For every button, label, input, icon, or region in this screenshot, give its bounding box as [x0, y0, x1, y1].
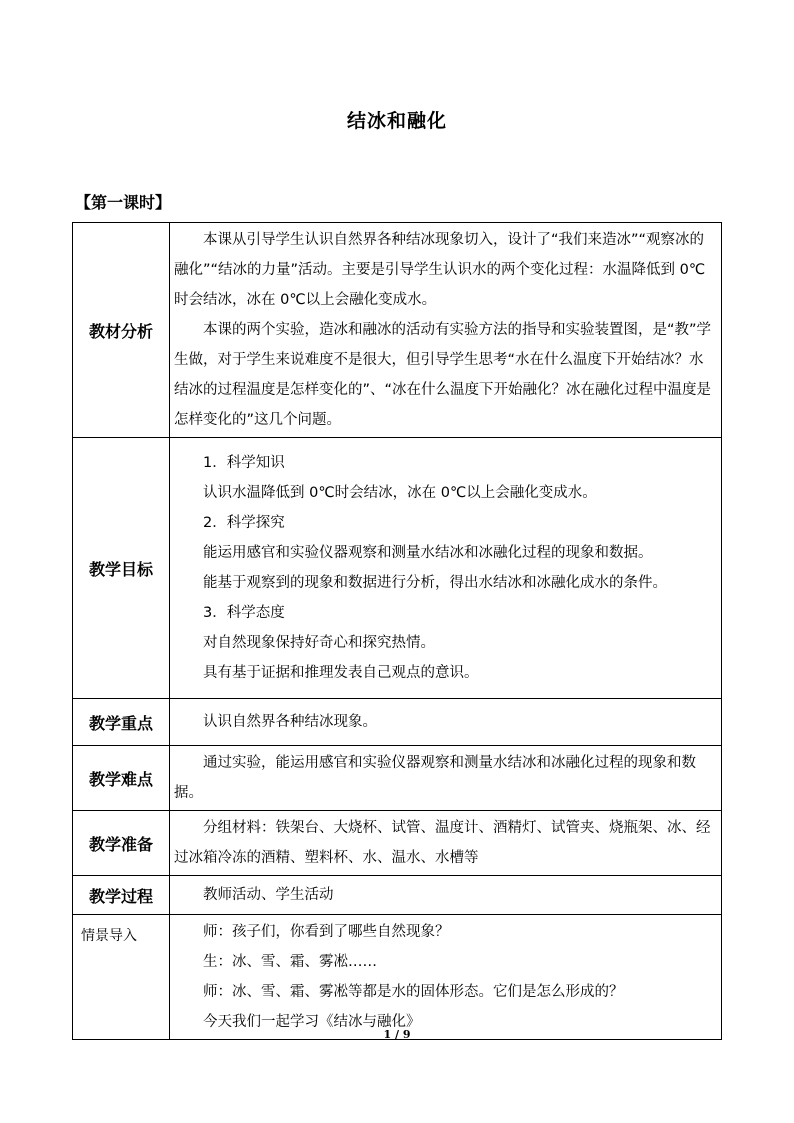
- row-label-analysis: 教材分析: [73, 223, 170, 438]
- analysis-paragraph-1: 本课从引导学生认识自然界各种结冰现象切入，设计了“我们来造冰”“观察冰的融化”“结冰的力量”活动。主要是引导学生认识水的两个变化过程：水温降低到 0℃时会结冰，冰在 0℃以上会融化变成水。: [174, 232, 706, 308]
- goals-heading-knowledge: 1．科学知识: [203, 455, 285, 471]
- row-label-goals: 教学目标: [73, 438, 170, 699]
- difficulty-text: 通过实验，能运用感官和实验仪器观察和测量水结冰和冰融化过程的现象和数据。: [174, 755, 696, 801]
- key-content: [170, 699, 722, 746]
- goals-content: [170, 438, 722, 699]
- difficulty-content: [170, 746, 722, 811]
- table-row-goals: [73, 438, 722, 699]
- table-row-intro: [73, 915, 722, 1040]
- lesson-plan-table: [72, 222, 722, 1040]
- table-row-process: [73, 876, 722, 915]
- process-text: 教师活动、学生活动: [203, 887, 334, 903]
- prep-content: [170, 811, 722, 876]
- section-heading: 【第一课时】: [75, 193, 172, 212]
- page-title: 结冰和融化: [346, 110, 447, 132]
- table-row-prep: [73, 811, 722, 876]
- intro-line-2: 生：冰、雪、霜、雾凇……: [203, 954, 377, 970]
- row-label-key: 教学重点: [73, 699, 170, 746]
- process-content: [170, 876, 722, 915]
- goals-text-5: 具有基于证据和推理发表自己观点的意识。: [203, 665, 479, 681]
- intro-line-1: 师：孩子们，你看到了哪些自然现象？: [203, 924, 450, 940]
- key-text: 认识自然界各种结冰现象。: [203, 714, 377, 730]
- row-label-prep: 教学准备: [73, 811, 170, 876]
- page-number: 1 / 9: [383, 1028, 411, 1041]
- table-row-difficulty: [73, 746, 722, 811]
- prep-text: 分组材料：铁架台、大烧杯、试管、温度计、酒精灯、试管夹、烧瓶架、冰、经过冰箱冷冻的酒精、塑料杯、水、温水、水槽等: [174, 820, 711, 866]
- intro-line-4: 今天我们一起学习《结冰与融化》: [203, 1014, 421, 1030]
- goals-text-1: 认识水温降低到 0℃时会结冰，冰在 0℃以上会融化变成水。: [203, 485, 597, 501]
- row-label-process: 教学过程: [73, 876, 170, 915]
- goals-text-2: 能运用感官和实验仪器观察和测量水结冰和冰融化过程的现象和数据。: [203, 545, 653, 561]
- intro-content: [170, 915, 722, 1040]
- row-label-difficulty: 教学难点: [73, 746, 170, 811]
- goals-heading-attitude: 3．科学态度: [203, 605, 285, 621]
- row-label-intro: 情景导入: [73, 915, 170, 1040]
- table-row-key: [73, 699, 722, 746]
- goals-heading-inquiry: 2．科学探究: [203, 515, 285, 531]
- analysis-content: [170, 223, 722, 438]
- goals-text-4: 对自然现象保持好奇心和探究热情。: [203, 635, 435, 651]
- analysis-paragraph-2: 本课的两个实验，造冰和融冰的活动有实验方法的指导和实验装置图，是“教”学生做，对于学生来说难度不是很大，但引导学生思考“水在什么温度下开始结冰？水结冰的过程温度是怎样变化的”、“冰在什么温度下开始融化？冰在融化过程中温度是怎样变化的”这几个问题。: [174, 322, 712, 428]
- goals-text-3: 能基于观察到的现象和数据进行分析，得出水结冰和冰融化成水的条件。: [203, 575, 667, 591]
- table-row-analysis: [73, 223, 722, 438]
- intro-line-3: 师：冰、雪、霜、雾凇等都是水的固体形态。它们是怎么形成的？: [203, 984, 624, 1000]
